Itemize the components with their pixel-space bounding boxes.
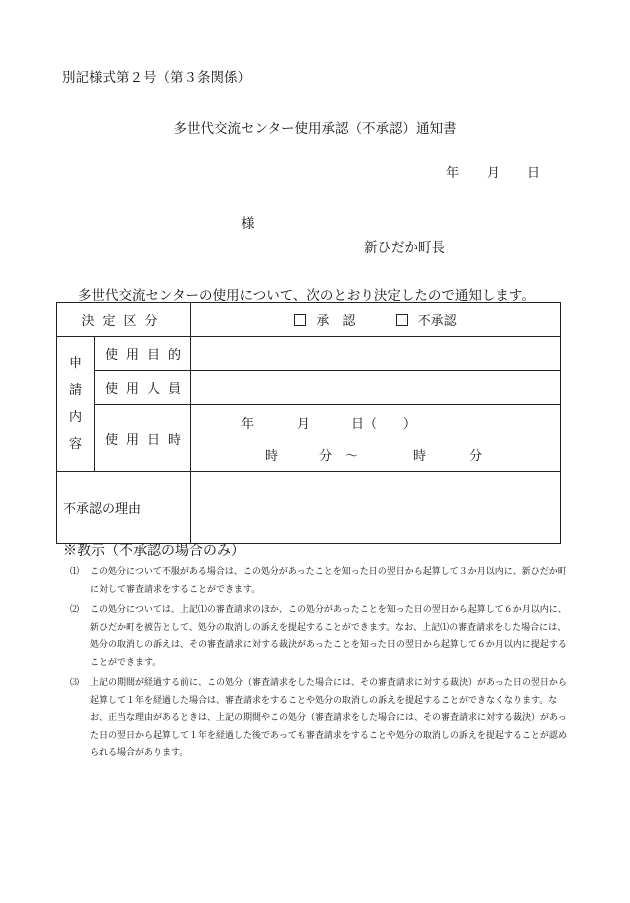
date-day-label: 日 — [527, 166, 541, 181]
notice-item-text: この処分について不服がある場合は、この処分があったことを知った日の翌日から起算して３か月以内に、新ひだか町に対して審査請求をすることができます。 — [90, 567, 567, 595]
datetime-label: 使用日時 — [95, 405, 191, 472]
dt-hour-end-label: 時 — [413, 449, 427, 464]
document-title: 多世代交流センター使用承認（不承認）通知書 — [173, 121, 457, 137]
reason-label: 不承認の理由 — [57, 472, 191, 544]
notice-item-text: この処分については、上記⑴の審査請求のほか、この処分があったことを知った日の翌日から起算して６か月以内に、新ひだか町を被告として、処分の取消しの訴えを提起することができます。なお、上記⑴の審査請求をした場合には、処分の取消しの訴えは、その審査請求に対する裁決があったことを知った日の翌日から起算して６か月以内に提起することができます。 — [90, 605, 567, 668]
purpose-label: 使用目的 — [95, 337, 191, 371]
decision-options — [191, 303, 561, 337]
reason-field[interactable] — [191, 472, 561, 544]
application-label-char: 請 — [68, 383, 82, 398]
issuer-name: 新ひだか町長 — [364, 240, 445, 256]
form-label: 別記様式第２号（第３条関係） — [62, 70, 251, 86]
notice-item — [70, 602, 570, 672]
decision-table — [56, 302, 561, 544]
decision-label: 決定区分 — [57, 303, 191, 337]
addressee-suffix: 様 — [241, 216, 255, 232]
persons-label: 使用人員 — [95, 371, 191, 405]
dt-min-start-label: 分 ～ — [319, 449, 359, 464]
approve-option[interactable] — [294, 310, 355, 329]
dt-hour-start-label: 時 — [265, 449, 279, 464]
date-month-label: 月 — [487, 166, 501, 181]
dt-day-label: 日（ ） — [351, 417, 417, 432]
application-label-char: 内 — [68, 410, 82, 425]
purpose-field[interactable] — [191, 337, 561, 371]
date-year-label: 年 — [446, 166, 460, 181]
notice-item — [70, 564, 570, 599]
approve-checkbox[interactable] — [294, 314, 306, 326]
application-content-label — [57, 337, 95, 472]
notice-item-number: ⑴ — [70, 567, 80, 577]
reject-option[interactable] — [396, 310, 457, 329]
notice-item-number: ⑶ — [70, 678, 80, 688]
datetime-date-field[interactable] — [191, 405, 561, 439]
dt-min-end-label: 分 — [469, 449, 483, 464]
application-label-char: 申 — [68, 356, 82, 371]
reject-label: 不承認 — [417, 314, 457, 329]
approve-label: 承 認 — [316, 314, 356, 329]
dt-month-label: 月 — [297, 417, 311, 432]
notice-heading: ※教示（不承認の場合のみ） — [63, 543, 245, 559]
datetime-time-field[interactable] — [191, 438, 561, 472]
notice-item-number: ⑵ — [70, 605, 80, 615]
dt-year-label: 年 — [241, 417, 255, 432]
notice-list — [70, 564, 570, 763]
persons-field[interactable] — [191, 371, 561, 405]
reject-checkbox[interactable] — [396, 314, 408, 326]
notice-item — [70, 675, 570, 763]
notice-item-text: 上記の期間が経過する前に、この処分（審査請求をした場合には、その審査請求に対する裁決）があった日の翌日から起算して１年を経過した場合は、審査請求をすることや処分の取消しの訴えを提起することができなくなります。なお、正当な理由があるときは、上記の期間やこの処分（審査請求をした場合には、その審査請求に対する裁決）があった日の翌日から起算して１年を経過した後であっても審査請求をすることや処分の取消しの訴えを提起することが認められる場合があります。 — [90, 678, 567, 758]
intro-text: 多世代交流センターの使用について、次のとおり決定したので通知します。 — [78, 288, 535, 304]
application-label-char: 容 — [68, 437, 82, 452]
